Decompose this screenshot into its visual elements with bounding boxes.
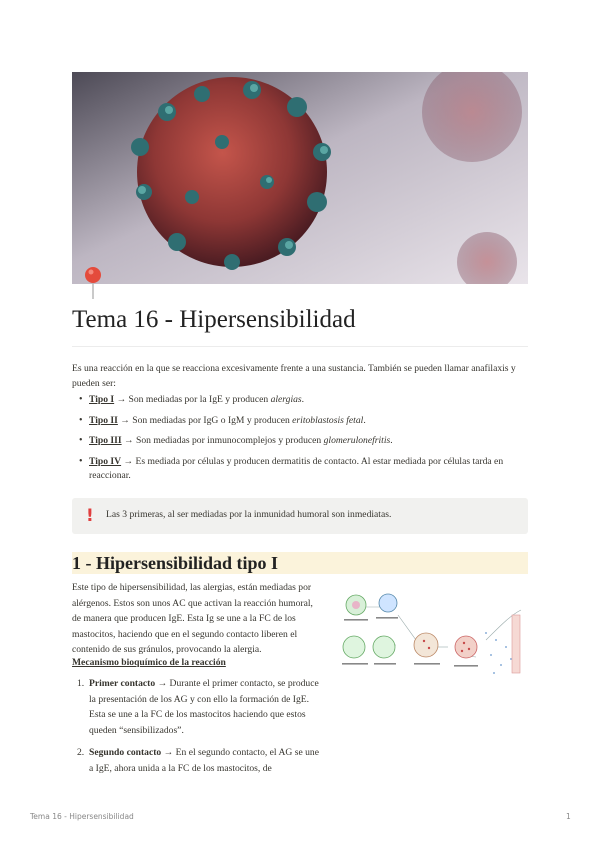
step-number: 1. bbox=[77, 678, 85, 689]
arrow: → bbox=[157, 678, 168, 689]
pushpin-icon bbox=[84, 266, 102, 300]
step-label: Segundo contacto bbox=[89, 747, 162, 758]
hypersensitivity-types-list bbox=[72, 393, 528, 490]
type-label: Tipo II bbox=[89, 414, 118, 426]
type-text: Es mediada por células y producen dermatitis de contacto. Al estar mediada por células tarda en reaccionar. bbox=[89, 455, 504, 481]
mechanism-steps-list bbox=[72, 676, 322, 783]
mechanism-subheading: Mecanismo bioquímico de la reacción bbox=[72, 657, 226, 668]
arrow: → bbox=[123, 455, 134, 467]
section-heading: 1 - Hipersensibilidad tipo I bbox=[72, 552, 528, 574]
section-paragraph: Este tipo de hipersensibilidad, las alergias, están mediadas por alérgenos. Estos son unos AC que activan la reacción humoral, de manera que producen IgE. Esta Ig se une a la FC de los mastocitos, haciendo que en el segundo contacto liberen el contenido de sus gránulos, provocando la alergia. bbox=[72, 582, 313, 655]
footer-page-number: 1 bbox=[566, 812, 571, 821]
list-item bbox=[72, 745, 322, 776]
punct: . bbox=[390, 435, 393, 446]
step-label: Primer contacto bbox=[89, 678, 156, 689]
step-number: 2. bbox=[77, 747, 85, 758]
type-emphasis: glomerulonefritis bbox=[323, 435, 391, 446]
list-item bbox=[72, 676, 322, 738]
type-label: Tipo IV bbox=[89, 455, 122, 467]
type-text: Son mediadas por IgG o IgM y producen bbox=[129, 414, 293, 426]
list-item bbox=[72, 393, 528, 408]
exclamation-icon: ! bbox=[86, 506, 94, 526]
list-item bbox=[72, 414, 528, 429]
type-emphasis: eritoblastosis fetal bbox=[292, 414, 364, 426]
list-item bbox=[72, 434, 528, 449]
arrow: → bbox=[124, 435, 134, 446]
step-text: En el segundo contacto, el AG se une a IgE, ahora unida a la FC de los mastocitos, de bbox=[89, 747, 319, 774]
bullet-icon: • bbox=[79, 435, 83, 446]
arrow: → bbox=[120, 414, 130, 426]
step-text: Durante el primer contacto, se produce la presentación de los AG y con ello la formación de IgE. Esta se une a la FC de los mastocitos haciendo que estos queden “sensibilizados”. bbox=[89, 678, 319, 736]
arrow: → bbox=[116, 394, 127, 405]
type-text: Son mediadas por inmunocomplejos y producen bbox=[133, 435, 324, 446]
type-label: Tipo I bbox=[89, 394, 115, 405]
type-emphasis: alergias bbox=[270, 394, 302, 405]
cover-image bbox=[72, 72, 528, 284]
callout-box bbox=[72, 498, 528, 534]
punct: . bbox=[301, 394, 305, 405]
punct: . bbox=[363, 414, 366, 426]
bullet-icon: • bbox=[79, 455, 83, 467]
type-text: Son mediadas por la IgE y producen bbox=[126, 394, 271, 405]
bullet-icon: • bbox=[79, 394, 83, 405]
allergy-mechanism-figure bbox=[336, 585, 528, 693]
bullet-icon: • bbox=[79, 414, 83, 426]
type-label: Tipo III bbox=[89, 435, 122, 446]
intro-paragraph: Es una reacción en la que se reacciona excesivamente frente a una sustancia. También se pueden llamar anafilaxis y pueden ser: bbox=[72, 363, 516, 389]
list-item bbox=[72, 455, 528, 484]
page-title: Tema 16 - Hipersensibilidad bbox=[72, 306, 528, 347]
arrow: → bbox=[163, 747, 174, 758]
callout-text: Las 3 primeras, al ser mediadas por la inmunidad humoral son inmediatas. bbox=[106, 509, 392, 520]
footer-title: Tema 16 - Hipersensibilidad bbox=[30, 812, 134, 821]
virus-illustration bbox=[72, 72, 528, 284]
